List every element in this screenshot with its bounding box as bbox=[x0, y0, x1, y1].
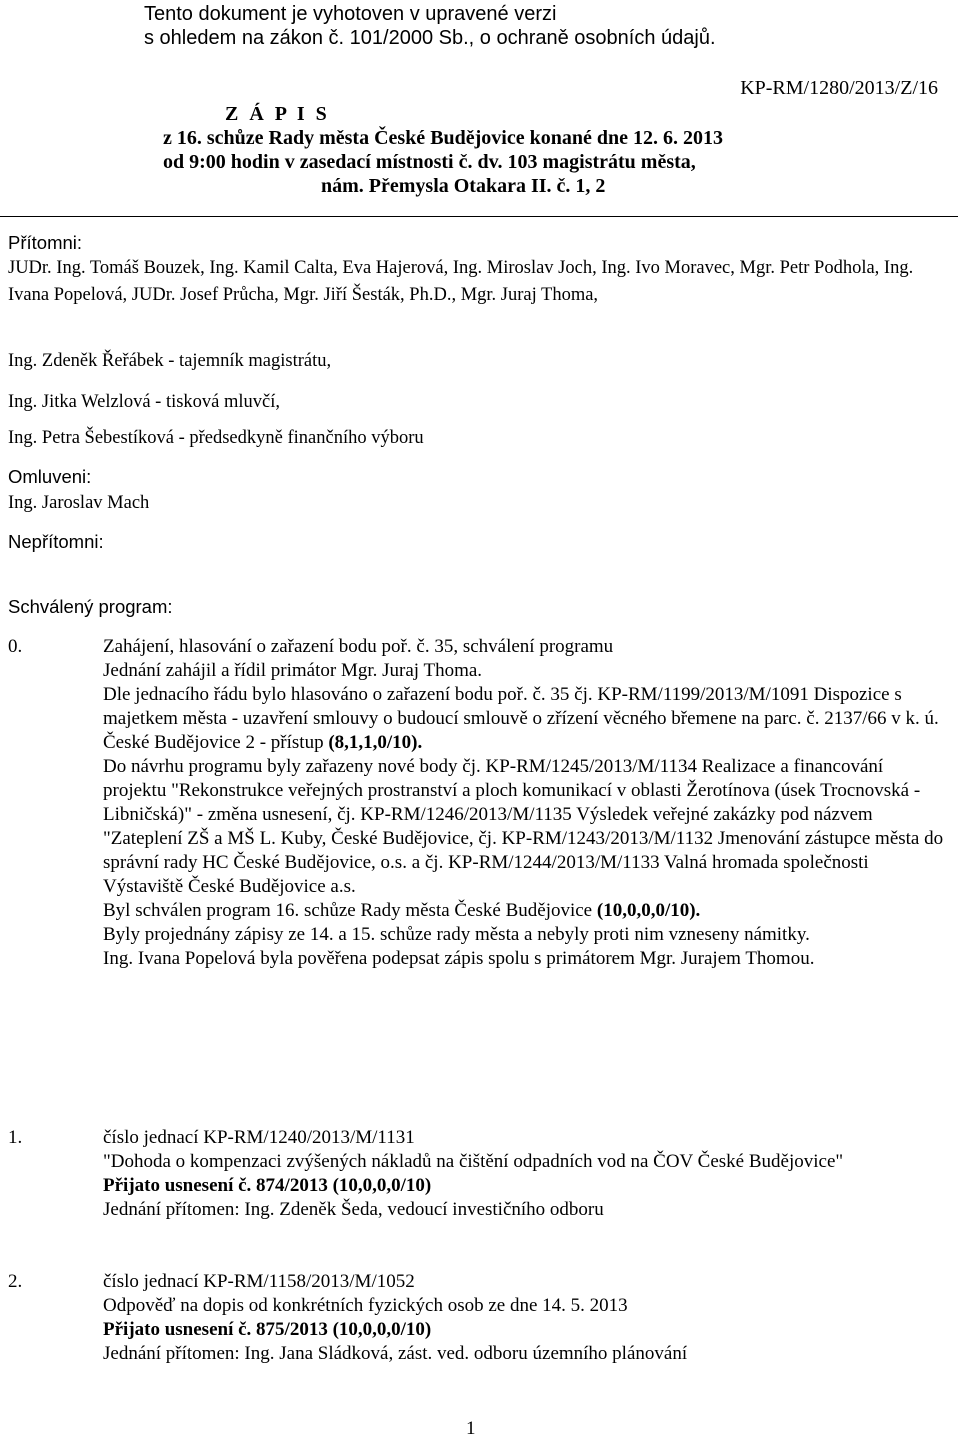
agenda-item-1 bbox=[103, 1126, 948, 1222]
disclaimer-line-1: Tento dokument je vyhotoven v upravené verzi bbox=[144, 3, 557, 25]
excused-label: Omluveni: bbox=[8, 466, 92, 487]
excused-names: Ing. Jaroslav Mach bbox=[8, 493, 150, 513]
vote-result: (10,0,0,0/10). bbox=[596, 900, 701, 921]
meeting-info-line-2: od 9:00 hodin v zasedací místnosti č. dv. 103 magistrátu města, bbox=[163, 151, 696, 173]
agenda-item-1-ref: číslo jednací KP-RM/1240/2013/M/1131 bbox=[103, 1127, 415, 1148]
vote-result: (8,1,1,0/10). bbox=[328, 732, 423, 753]
header-divider bbox=[0, 216, 958, 217]
agenda-item-2-resolution: Přijato usnesení č. 875/2013 (10,0,0,0/10) bbox=[103, 1319, 432, 1340]
disclaimer-line-2: s ohledem na zákon č. 101/2000 Sb., o ochraně osobních údajů. bbox=[144, 27, 716, 49]
agenda-item-0-inclusion-vote: Dle jednacího řádu bylo hlasováno o zařazení bodu poř. č. 35 čj. KP-RM/1199/2013/M/1091 Dispozice s majetkem města - uzavření smlouvy o budoucí smlouvě o zřízení věcného břemene na parc. č. 2137/66 v k. ú. České Budějovice 2 - přístup (8,1,1,0/10). bbox=[103, 684, 939, 753]
agenda-item-2-present: Jednání přítomen: Ing. Jana Sládková, zást. ved. odboru územního plánování bbox=[103, 1343, 688, 1364]
agenda-item-2-subject: Odpověď na dopis od konkrétních fyzických osob ze dne 14. 5. 2013 bbox=[103, 1295, 628, 1316]
agenda-item-0-number: 0. bbox=[8, 636, 23, 657]
agenda-item-0-minutes: Byly projednány zápisy ze 14. a 15. schůze rady města a nebyly proti nim vzneseny námitky. bbox=[103, 924, 810, 945]
absent-label: Nepřítomni: bbox=[8, 531, 104, 552]
agenda-item-2-number: 2. bbox=[8, 1271, 23, 1292]
program-label: Schválený program: bbox=[8, 596, 173, 617]
agenda-item-1-resolution: Přijato usnesení č. 874/2013 (10,0,0,0/10) bbox=[103, 1175, 432, 1196]
agenda-item-0 bbox=[103, 635, 948, 971]
anonymization-disclaimer bbox=[144, 2, 716, 50]
document-number: KP-RM/1280/2013/Z/16 bbox=[740, 77, 938, 99]
agenda-item-0-program-approved: Byl schválen program 16. schůze Rady města České Budějovice (10,0,0,0/10). bbox=[103, 900, 701, 921]
meeting-info-line-1: z 16. schůze Rady města České Budějovice konané dne 12. 6. 2013 bbox=[163, 127, 723, 149]
guest-finance-chair: Ing. Petra Šebestíková - předsedkyně finančního výboru bbox=[8, 428, 424, 448]
agenda-item-0-verifier: Ing. Ivana Popelová byla pověřena podepsat zápis spolu s primátorem Mgr. Jurajem Thomou. bbox=[103, 948, 815, 969]
guest-spokesperson: Ing. Jitka Welzlová - tisková mluvčí, bbox=[8, 392, 281, 412]
agenda-item-2-ref: číslo jednací KP-RM/1158/2013/M/1052 bbox=[103, 1271, 415, 1292]
present-label: Přítomni: bbox=[8, 232, 83, 253]
agenda-item-1-number: 1. bbox=[8, 1127, 23, 1148]
agenda-item-0-title: Zahájení, hlasování o zařazení bodu poř. č. 35, schválení programu bbox=[103, 636, 614, 657]
agenda-item-0-new-items: Do návrhu programu byly zařazeny nové body čj. KP-RM/1245/2013/M/1134 Realizace a financování projektu "Rekonstrukce veřejných prostranství a ploch komunikací v oblasti Žerotínova (úsek Trocnovská - Libničská)" - změna usnesení, čj. KP-RM/1246/2013/M/1135 Výsledek veřejné zakázky pod názvem "Zateplení ZŠ a MŠ L. Kuby, České Budějovice, čj. KP-RM/1243/2013/M/1132 Jmenování zástupce města do správní rady HC České Budějovice, o.s. a čj. KP-RM/1244/2013/M/1133 Valná hromada společnosti Výstaviště České Budějovice a.s. bbox=[103, 756, 944, 897]
document-title: Z Á P I S bbox=[225, 103, 330, 125]
agenda-item-2 bbox=[103, 1270, 948, 1366]
meeting-info-line-3: nám. Přemysla Otakara II. č. 1, 2 bbox=[321, 175, 606, 197]
agenda-item-1-subject: "Dohoda o kompenzaci zvýšených nákladů na čištění odpadních vod na ČOV České Budějovice" bbox=[103, 1151, 844, 1172]
present-names: JUDr. Ing. Tomáš Bouzek, Ing. Kamil Calta, Eva Hajerová, Ing. Miroslav Joch, Ing. Ivo Moravec, Mgr. Petr Podhola, Ing. Ivana Popelová, JUDr. Josef Průcha, Mgr. Jiří Šesták, Ph.D., Mgr. Juraj Thoma, bbox=[8, 258, 914, 305]
agenda-item-0-opening: Jednání zahájil a řídil primátor Mgr. Juraj Thoma. bbox=[103, 660, 483, 681]
page-number: 1 bbox=[466, 1418, 476, 1439]
agenda-item-1-present: Jednání přítomen: Ing. Zdeněk Šeda, vedoucí investičního odboru bbox=[103, 1199, 604, 1220]
guest-secretary: Ing. Zdeněk Řeřábek - tajemník magistrátu, bbox=[8, 351, 332, 371]
